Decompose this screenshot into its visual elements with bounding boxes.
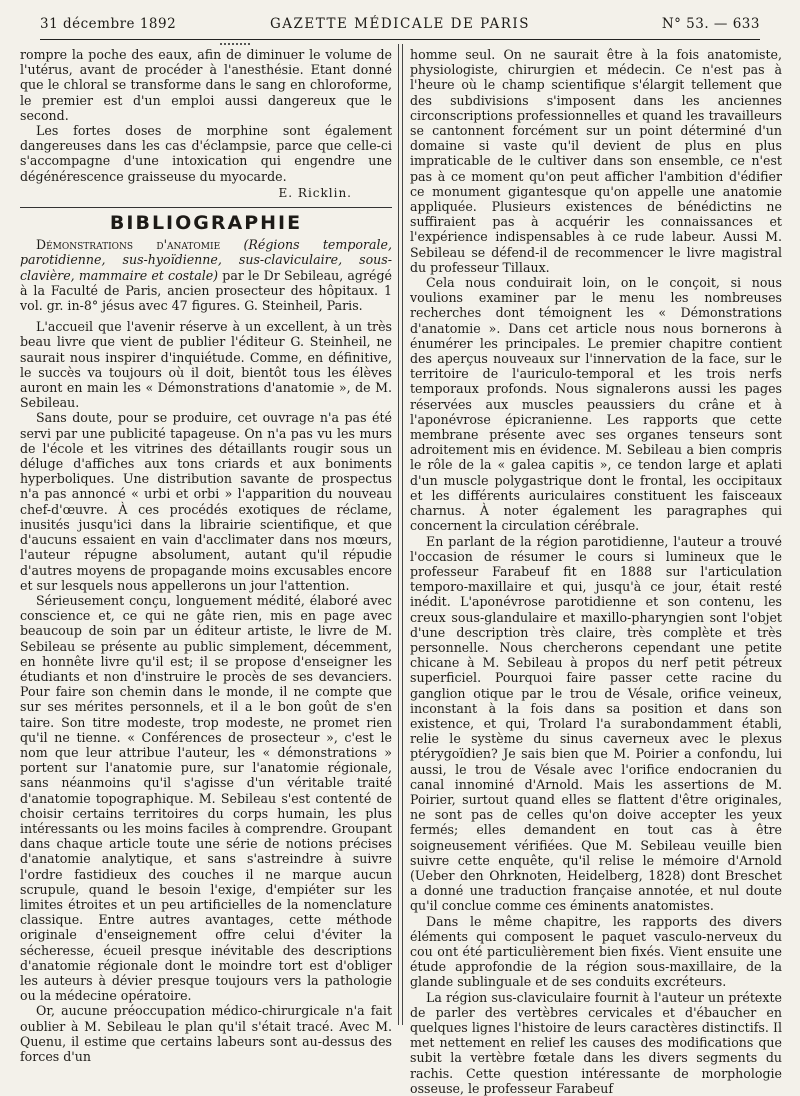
section-rule <box>20 207 392 208</box>
bib-title: Démonstrations d'anatomie <box>36 237 221 253</box>
header-date: 31 décembre 1892 <box>40 16 177 32</box>
left-column <box>20 47 392 1064</box>
right-column <box>410 47 782 1096</box>
header-page-number: N° 53. — 633 <box>661 16 760 32</box>
bibliography-entry <box>20 237 392 313</box>
column-divider <box>398 44 399 1025</box>
author-signature: E. Ricklin. <box>278 185 352 200</box>
paragraph: Sans doute, pour se produire, cet ouvrage n'a pas été servi par une publicité tapageuse. On n'a pas vu les murs de l'école et les vitrines des détaillants rougir sous un déluge d'affiches aux tons criards et aux boniments hyperboliques. Une distribution savante de prospectus n'a pas annoncé « urbi et orbi » l'apparition du nouveau chef-d'œuvre. À ces procédés exotiques de réclame, inusités jusqu'ici dans la librairie scientifique, et que d'aucuns essaient en vain d'acclimater dans nos mœurs, l'auteur répugne absolument, autant qu'il répudie d'autres moyens de propagande moins excusables encore et sur lesquels nous appellerons un jour l'attention. <box>20 410 392 593</box>
paragraph: Or, aucune préoccupation médico-chirurgicale n'a fait oublier à M. Sebileau le plan qu'il s'était tracé. Avec M. Quenu, il estime que certains labeurs sont au-dessus des forces d'un <box>20 1003 392 1064</box>
paragraph: homme seul. On ne saurait être à la fois anatomiste, physiologiste, chirurgien et médecin. Ce n'est pas à l'heure où le champ scientifique s'élargit tellement que des subdivisions s'imposent dans les anciennes circonscriptions professionnelles et quand les travailleurs se cantonnent forcément sur un point déterminé d'un domaine si vaste qu'il devient de plus en plus impraticable de le cultiver dans son ensemble, ce n'est pas à ce moment qu'on peut afficher l'ambition d'édifier ce monument gigantesque qu'on appelle une anatomie appliquée. Plusieurs existences de bénédictins ne suffiraient pas à acquérir les connaissances et l'expérience indispensables à ce rude labeur. Aussi M. Sebileau se défend-il de recommencer le livre magistral du professeur Tillaux. <box>410 47 782 275</box>
bib-details: par le Dr Sebileau, agrégé à la Faculté de Paris, ancien prosecteur des hôpitaux. 1 vol. gr. in-8° jésus avec 47 figures. G. Steinheil, Paris. <box>20 267 392 314</box>
section-title: BIBLIOGRAPHIE <box>109 212 303 235</box>
page-header <box>40 14 760 36</box>
paragraph: Cela nous conduirait loin, on le conçoit, si nous voulions examiner par le menu les nombreuses recherches dont témoignent les « Démonstrations d'anatomie ». Dans cet article nous nous bornerons à énumérer les principales. Le premier chapitre contient des aperçus nouveaux sur l'innervation de la face, sur le territoire de l'auriculo-temporal et les trois nerfs temporaux profonds. Nous signalerons aussi les pages réservées aux muscles peaussiers du crâne et à l'aponévrose épicranienne. Les rapports que cette membrane présente avec ses organes tenseurs sont adroitement mis en évidence. M. Sebileau a bien compris le rôle de la « galea capitis », ce tendon large et aplati d'un muscle polygastrique dont le frontal, les occipitaux et les différents auriculaires constituent les faisceaux charnus. À noter également les paragraphes qui concernent la circulation cérébrale. <box>410 275 782 534</box>
paragraph: En parlant de la région parotidienne, l'auteur a trouvé l'occasion de résumer le cours si lumineux que le professeur Farabeuf fit en 1888 sur l'articulation temporo-maxillaire et qui, jusqu'à ce jour, était resté inédit. L'aponévrose parotidienne et son contenu, les creux sous-glandulaire et maxillo-pharyngien sont l'objet d'une description très claire, très complète et très personnelle. Nous chercherons cependant une petite chicane à M. Sebileau à propos du nerf petit pétreux superficiel. Pourquoi faire passer cette racine du ganglion otique par le trou de Vésale, orifice veineux, inconstant à la fois dans sa position et dans son existence, et qui, Trolard l'a surabondamment établi, relie le système du sinus caverneux avec le plexus ptérygoïdien? Je sais bien que M. Poirier a confondu, lui aussi, le trou de Vésale avec l'orifice endocranien du canal innominé d'Arnold. Mais les assertions de M. Poirier, surtout quand elles se flattent d'être originales, ne sont pas de celles qu'on doive accepter les yeux fermés; elles demandent en tout cas à être soigneusement vérifiées. Que M. Sebileau veuille bien suivre cette enquête, qu'il relise le mémoire d'Arnold (Ueber den Ohrknoten, Heidelberg, 1828) dont Breschet a donné une traduction française annotée, et nul doute qu'il conclue comme ces éminents anatomistes. <box>410 533 782 914</box>
paragraph: L'accueil que l'avenir réserve à un excellent, à un très beau livre que vient de publier l'éditeur G. Steinheil, ne saurait nous inspirer d'inquiétude. Comme, en définitive, le succès va toujours où il doit, bientôt tous les élèves auront en main les « Démonstrations d'anatomie », de M. Sebileau. <box>20 319 392 411</box>
header-title: GAZETTE MÉDICALE DE PARIS <box>269 16 530 32</box>
paragraph: Sérieusement conçu, longuement médité, élaboré avec conscience et, ce qui ne gâte rien, mis en page avec beaucoup de soin par un éditeur artiste, le livre de M. Sebileau se présente au public simplement, décemment, en honnête livre qu'il est; il se propose d'enseigner les étudiants et non d'instruire le procès de ses devanciers. Pour faire son chemin dans le monde, il ne compte que sur ses mérites personnels, et il a le bon goût de s'en taire. Son titre modeste, trop modeste, ne promet rien qu'il ne tienne. « Conférences de prosecteur », c'est le nom que leur attribue l'auteur, les « démonstrations » portent sur l'anatomie pure, sur l'anatomie régionale, sans néanmoins qu'il s'agisse d'un véritable traité d'anatomie topographique. M. Sebileau s'est contenté de choisir certains territoires du corps humain, les plus intéressants ou les moins faciles à comprendre. Groupant dans chaque article toute une série de notions précises d'anatomie analytique, et sans s'astreindre à suivre l'ordre fastidieux des couches il ne marque aucun scrupule, quand le besoin l'exige, d'empiéter sur les limites étroites et un peu artificielles de la nomenclature classique. Entre autres avantages, cette méthode originale d'enseignement offre celui d'éviter la sécheresse, écueil presque inévitable des descriptions d'anatomie régionale dont le moindre tort est d'obliger les auteurs à dévier presque toujours vers la pathologie ou la médecine opératoire. <box>20 592 392 1004</box>
header-rule <box>40 39 760 40</box>
paragraph: Les fortes doses de morphine sont également dangereuses dans les cas d'éclampsie, parce que celle-ci s'accompagne d'une intoxication qui engendre une dégénérescence graisseuse du myocarde. <box>20 123 392 184</box>
paragraph: Dans le même chapitre, les rapports des divers éléments qui composent le paquet vasculo-nerveux du cou ont été particulièrement bien fixés. Vient ensuite une étude approfondie de la région sous-maxillaire, de la glande sublinguale et de ses conduits excréteurs. <box>410 913 782 990</box>
column-divider <box>402 44 403 1025</box>
bib-subtitle: (Régions temporale, parotidienne, sus-hyoïdienne, sus-claviculaire, sous-clavière, mammaire et costale) <box>20 237 392 283</box>
header-ornament <box>220 43 250 45</box>
paragraph: La région sus-claviculaire fournit à l'auteur un prétexte de parler des vertèbres cervicales et d'ébaucher en quelques lignes l'histoire de leurs caractères distinctifs. Il met nettement en relief les causes des modifications que subit la vertèbre fœtale dans les divers segments du rachis. Cette question intéressante de morphologie osseuse, le professeur Farabeuf <box>410 989 782 1096</box>
paragraph: rompre la poche des eaux, afin de diminuer le volume de l'utérus, avant de procéder à l'anesthésie. Etant donné que le chloral se transforme dans le sang en chloroforme, le premier est d'un emploi aussi dangereux que le second. <box>20 47 392 123</box>
